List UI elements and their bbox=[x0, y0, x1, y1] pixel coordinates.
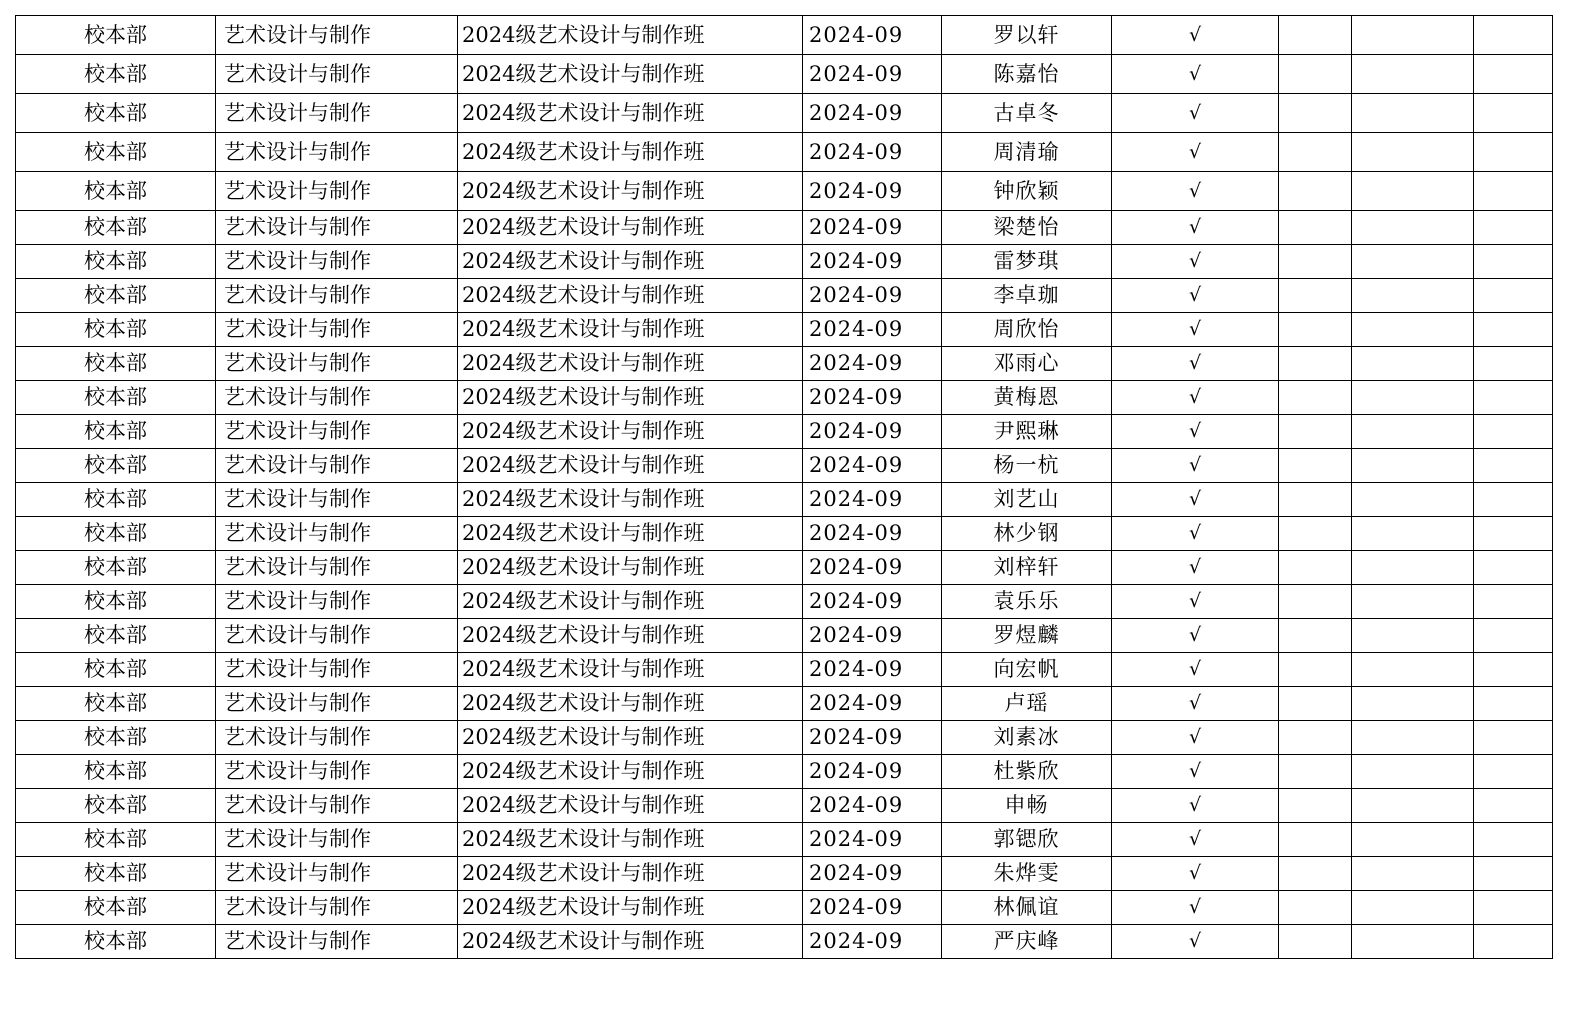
enroll-date-cell: 2024-09 bbox=[803, 133, 942, 172]
major-cell: 艺术设计与制作 bbox=[216, 789, 458, 823]
class-name-cell: 2024级艺术设计与制作班 bbox=[458, 755, 803, 789]
campus-cell: 校本部 bbox=[16, 925, 216, 959]
empty-cell bbox=[1474, 381, 1553, 415]
class-name-cell: 2024级艺术设计与制作班 bbox=[458, 585, 803, 619]
empty-cell bbox=[1352, 619, 1474, 653]
empty-cell bbox=[1352, 94, 1474, 133]
empty-cell bbox=[1279, 94, 1352, 133]
table-row bbox=[16, 551, 1553, 585]
student-name-cell: 尹熙琳 bbox=[942, 415, 1112, 449]
major-cell: 艺术设计与制作 bbox=[216, 925, 458, 959]
enroll-date-cell: 2024-09 bbox=[803, 925, 942, 959]
check-mark-cell: √ bbox=[1112, 687, 1279, 721]
check-mark-cell: √ bbox=[1112, 415, 1279, 449]
table-row bbox=[16, 55, 1553, 94]
check-mark-cell: √ bbox=[1112, 585, 1279, 619]
major-cell: 艺术设计与制作 bbox=[216, 653, 458, 687]
enroll-date-cell: 2024-09 bbox=[803, 857, 942, 891]
empty-cell bbox=[1474, 687, 1553, 721]
major-cell: 艺术设计与制作 bbox=[216, 94, 458, 133]
empty-cell bbox=[1352, 415, 1474, 449]
check-mark-cell: √ bbox=[1112, 823, 1279, 857]
class-name-cell: 2024级艺术设计与制作班 bbox=[458, 449, 803, 483]
table-row bbox=[16, 517, 1553, 551]
empty-cell bbox=[1352, 381, 1474, 415]
check-mark-cell: √ bbox=[1112, 483, 1279, 517]
check-mark-cell: √ bbox=[1112, 313, 1279, 347]
check-mark-cell: √ bbox=[1112, 755, 1279, 789]
table-row bbox=[16, 94, 1553, 133]
class-name-cell: 2024级艺术设计与制作班 bbox=[458, 245, 803, 279]
class-name-cell: 2024级艺术设计与制作班 bbox=[458, 313, 803, 347]
major-cell: 艺术设计与制作 bbox=[216, 823, 458, 857]
student-name-cell: 林佩谊 bbox=[942, 891, 1112, 925]
class-name-cell: 2024级艺术设计与制作班 bbox=[458, 721, 803, 755]
empty-cell bbox=[1474, 517, 1553, 551]
empty-cell bbox=[1474, 823, 1553, 857]
major-cell: 艺术设计与制作 bbox=[216, 172, 458, 211]
empty-cell bbox=[1279, 16, 1352, 55]
enroll-date-cell: 2024-09 bbox=[803, 891, 942, 925]
class-name-cell: 2024级艺术设计与制作班 bbox=[458, 172, 803, 211]
table-row bbox=[16, 687, 1553, 721]
empty-cell bbox=[1279, 313, 1352, 347]
class-name-cell: 2024级艺术设计与制作班 bbox=[458, 517, 803, 551]
check-mark-cell: √ bbox=[1112, 551, 1279, 585]
empty-cell bbox=[1279, 517, 1352, 551]
empty-cell bbox=[1474, 347, 1553, 381]
campus-cell: 校本部 bbox=[16, 687, 216, 721]
empty-cell bbox=[1474, 721, 1553, 755]
enroll-date-cell: 2024-09 bbox=[803, 619, 942, 653]
campus-cell: 校本部 bbox=[16, 16, 216, 55]
table-row bbox=[16, 925, 1553, 959]
student-roster-table bbox=[15, 15, 1553, 959]
enroll-date-cell: 2024-09 bbox=[803, 721, 942, 755]
empty-cell bbox=[1474, 789, 1553, 823]
empty-cell bbox=[1352, 551, 1474, 585]
empty-cell bbox=[1279, 347, 1352, 381]
empty-cell bbox=[1474, 245, 1553, 279]
class-name-cell: 2024级艺术设计与制作班 bbox=[458, 211, 803, 245]
campus-cell: 校本部 bbox=[16, 55, 216, 94]
empty-cell bbox=[1352, 347, 1474, 381]
check-mark-cell: √ bbox=[1112, 381, 1279, 415]
student-name-cell: 朱烨雯 bbox=[942, 857, 1112, 891]
major-cell: 艺术设计与制作 bbox=[216, 279, 458, 313]
check-mark-cell: √ bbox=[1112, 789, 1279, 823]
table-row bbox=[16, 172, 1553, 211]
enroll-date-cell: 2024-09 bbox=[803, 94, 942, 133]
campus-cell: 校本部 bbox=[16, 483, 216, 517]
check-mark-cell: √ bbox=[1112, 172, 1279, 211]
table-row bbox=[16, 789, 1553, 823]
campus-cell: 校本部 bbox=[16, 619, 216, 653]
table-row bbox=[16, 483, 1553, 517]
table-row bbox=[16, 721, 1553, 755]
empty-cell bbox=[1279, 245, 1352, 279]
enroll-date-cell: 2024-09 bbox=[803, 687, 942, 721]
major-cell: 艺术设计与制作 bbox=[216, 211, 458, 245]
empty-cell bbox=[1474, 925, 1553, 959]
empty-cell bbox=[1352, 313, 1474, 347]
class-name-cell: 2024级艺术设计与制作班 bbox=[458, 415, 803, 449]
class-name-cell: 2024级艺术设计与制作班 bbox=[458, 687, 803, 721]
student-name-cell: 郭锶欣 bbox=[942, 823, 1112, 857]
table-row bbox=[16, 211, 1553, 245]
class-name-cell: 2024级艺术设计与制作班 bbox=[458, 279, 803, 313]
empty-cell bbox=[1279, 55, 1352, 94]
enroll-date-cell: 2024-09 bbox=[803, 381, 942, 415]
check-mark-cell: √ bbox=[1112, 449, 1279, 483]
campus-cell: 校本部 bbox=[16, 891, 216, 925]
empty-cell bbox=[1352, 687, 1474, 721]
class-name-cell: 2024级艺术设计与制作班 bbox=[458, 789, 803, 823]
student-name-cell: 卢瑶 bbox=[942, 687, 1112, 721]
major-cell: 艺术设计与制作 bbox=[216, 755, 458, 789]
enroll-date-cell: 2024-09 bbox=[803, 245, 942, 279]
class-name-cell: 2024级艺术设计与制作班 bbox=[458, 619, 803, 653]
table-row bbox=[16, 133, 1553, 172]
major-cell: 艺术设计与制作 bbox=[216, 857, 458, 891]
student-name-cell: 刘梓轩 bbox=[942, 551, 1112, 585]
campus-cell: 校本部 bbox=[16, 245, 216, 279]
empty-cell bbox=[1279, 483, 1352, 517]
empty-cell bbox=[1474, 16, 1553, 55]
student-name-cell: 雷梦琪 bbox=[942, 245, 1112, 279]
empty-cell bbox=[1352, 55, 1474, 94]
check-mark-cell: √ bbox=[1112, 347, 1279, 381]
empty-cell bbox=[1279, 619, 1352, 653]
enroll-date-cell: 2024-09 bbox=[803, 415, 942, 449]
student-name-cell: 严庆峰 bbox=[942, 925, 1112, 959]
campus-cell: 校本部 bbox=[16, 381, 216, 415]
empty-cell bbox=[1279, 789, 1352, 823]
roster-body bbox=[16, 16, 1553, 959]
enroll-date-cell: 2024-09 bbox=[803, 585, 942, 619]
major-cell: 艺术设计与制作 bbox=[216, 483, 458, 517]
enroll-date-cell: 2024-09 bbox=[803, 483, 942, 517]
student-name-cell: 罗煜麟 bbox=[942, 619, 1112, 653]
table-row bbox=[16, 619, 1553, 653]
campus-cell: 校本部 bbox=[16, 279, 216, 313]
student-name-cell: 周清瑜 bbox=[942, 133, 1112, 172]
enroll-date-cell: 2024-09 bbox=[803, 55, 942, 94]
campus-cell: 校本部 bbox=[16, 133, 216, 172]
empty-cell bbox=[1279, 585, 1352, 619]
student-name-cell: 袁乐乐 bbox=[942, 585, 1112, 619]
campus-cell: 校本部 bbox=[16, 172, 216, 211]
major-cell: 艺术设计与制作 bbox=[216, 347, 458, 381]
major-cell: 艺术设计与制作 bbox=[216, 585, 458, 619]
class-name-cell: 2024级艺术设计与制作班 bbox=[458, 551, 803, 585]
check-mark-cell: √ bbox=[1112, 279, 1279, 313]
table-row bbox=[16, 857, 1553, 891]
campus-cell: 校本部 bbox=[16, 585, 216, 619]
empty-cell bbox=[1474, 211, 1553, 245]
table-row bbox=[16, 381, 1553, 415]
major-cell: 艺术设计与制作 bbox=[216, 551, 458, 585]
class-name-cell: 2024级艺术设计与制作班 bbox=[458, 925, 803, 959]
student-name-cell: 陈嘉怡 bbox=[942, 55, 1112, 94]
campus-cell: 校本部 bbox=[16, 415, 216, 449]
empty-cell bbox=[1279, 551, 1352, 585]
empty-cell bbox=[1352, 925, 1474, 959]
empty-cell bbox=[1279, 755, 1352, 789]
empty-cell bbox=[1474, 619, 1553, 653]
student-name-cell: 杜紫欣 bbox=[942, 755, 1112, 789]
empty-cell bbox=[1352, 449, 1474, 483]
student-name-cell: 黄梅恩 bbox=[942, 381, 1112, 415]
check-mark-cell: √ bbox=[1112, 857, 1279, 891]
check-mark-cell: √ bbox=[1112, 94, 1279, 133]
campus-cell: 校本部 bbox=[16, 789, 216, 823]
campus-cell: 校本部 bbox=[16, 347, 216, 381]
campus-cell: 校本部 bbox=[16, 721, 216, 755]
student-name-cell: 刘艺山 bbox=[942, 483, 1112, 517]
enroll-date-cell: 2024-09 bbox=[803, 16, 942, 55]
empty-cell bbox=[1352, 653, 1474, 687]
table-row bbox=[16, 245, 1553, 279]
student-name-cell: 林少钢 bbox=[942, 517, 1112, 551]
check-mark-cell: √ bbox=[1112, 721, 1279, 755]
table-row bbox=[16, 755, 1553, 789]
empty-cell bbox=[1352, 789, 1474, 823]
class-name-cell: 2024级艺术设计与制作班 bbox=[458, 653, 803, 687]
check-mark-cell: √ bbox=[1112, 245, 1279, 279]
empty-cell bbox=[1279, 721, 1352, 755]
campus-cell: 校本部 bbox=[16, 449, 216, 483]
student-name-cell: 罗以轩 bbox=[942, 16, 1112, 55]
major-cell: 艺术设计与制作 bbox=[216, 517, 458, 551]
empty-cell bbox=[1279, 172, 1352, 211]
check-mark-cell: √ bbox=[1112, 619, 1279, 653]
class-name-cell: 2024级艺术设计与制作班 bbox=[458, 347, 803, 381]
empty-cell bbox=[1279, 687, 1352, 721]
table-row bbox=[16, 891, 1553, 925]
empty-cell bbox=[1279, 449, 1352, 483]
empty-cell bbox=[1474, 279, 1553, 313]
empty-cell bbox=[1474, 755, 1553, 789]
student-name-cell: 杨一杭 bbox=[942, 449, 1112, 483]
student-name-cell: 刘素冰 bbox=[942, 721, 1112, 755]
campus-cell: 校本部 bbox=[16, 755, 216, 789]
enroll-date-cell: 2024-09 bbox=[803, 172, 942, 211]
check-mark-cell: √ bbox=[1112, 653, 1279, 687]
enroll-date-cell: 2024-09 bbox=[803, 211, 942, 245]
enroll-date-cell: 2024-09 bbox=[803, 313, 942, 347]
empty-cell bbox=[1474, 653, 1553, 687]
campus-cell: 校本部 bbox=[16, 857, 216, 891]
empty-cell bbox=[1352, 133, 1474, 172]
campus-cell: 校本部 bbox=[16, 517, 216, 551]
enroll-date-cell: 2024-09 bbox=[803, 551, 942, 585]
student-name-cell: 申畅 bbox=[942, 789, 1112, 823]
enroll-date-cell: 2024-09 bbox=[803, 789, 942, 823]
empty-cell bbox=[1279, 925, 1352, 959]
empty-cell bbox=[1474, 55, 1553, 94]
table-row bbox=[16, 415, 1553, 449]
table-row bbox=[16, 585, 1553, 619]
major-cell: 艺术设计与制作 bbox=[216, 415, 458, 449]
empty-cell bbox=[1352, 755, 1474, 789]
student-name-cell: 李卓珈 bbox=[942, 279, 1112, 313]
check-mark-cell: √ bbox=[1112, 517, 1279, 551]
student-name-cell: 钟欣颖 bbox=[942, 172, 1112, 211]
empty-cell bbox=[1352, 585, 1474, 619]
major-cell: 艺术设计与制作 bbox=[216, 619, 458, 653]
major-cell: 艺术设计与制作 bbox=[216, 55, 458, 94]
table-row bbox=[16, 347, 1553, 381]
major-cell: 艺术设计与制作 bbox=[216, 891, 458, 925]
empty-cell bbox=[1352, 172, 1474, 211]
campus-cell: 校本部 bbox=[16, 94, 216, 133]
empty-cell bbox=[1352, 517, 1474, 551]
enroll-date-cell: 2024-09 bbox=[803, 755, 942, 789]
enroll-date-cell: 2024-09 bbox=[803, 653, 942, 687]
enroll-date-cell: 2024-09 bbox=[803, 517, 942, 551]
empty-cell bbox=[1474, 857, 1553, 891]
check-mark-cell: √ bbox=[1112, 133, 1279, 172]
empty-cell bbox=[1352, 211, 1474, 245]
campus-cell: 校本部 bbox=[16, 211, 216, 245]
major-cell: 艺术设计与制作 bbox=[216, 449, 458, 483]
enroll-date-cell: 2024-09 bbox=[803, 347, 942, 381]
major-cell: 艺术设计与制作 bbox=[216, 687, 458, 721]
check-mark-cell: √ bbox=[1112, 891, 1279, 925]
major-cell: 艺术设计与制作 bbox=[216, 313, 458, 347]
empty-cell bbox=[1474, 415, 1553, 449]
empty-cell bbox=[1474, 133, 1553, 172]
class-name-cell: 2024级艺术设计与制作班 bbox=[458, 55, 803, 94]
empty-cell bbox=[1352, 16, 1474, 55]
major-cell: 艺术设计与制作 bbox=[216, 721, 458, 755]
class-name-cell: 2024级艺术设计与制作班 bbox=[458, 483, 803, 517]
empty-cell bbox=[1279, 279, 1352, 313]
class-name-cell: 2024级艺术设计与制作班 bbox=[458, 16, 803, 55]
class-name-cell: 2024级艺术设计与制作班 bbox=[458, 823, 803, 857]
empty-cell bbox=[1352, 279, 1474, 313]
student-name-cell: 邓雨心 bbox=[942, 347, 1112, 381]
empty-cell bbox=[1279, 211, 1352, 245]
class-name-cell: 2024级艺术设计与制作班 bbox=[458, 381, 803, 415]
empty-cell bbox=[1474, 94, 1553, 133]
campus-cell: 校本部 bbox=[16, 551, 216, 585]
table-row bbox=[16, 313, 1553, 347]
empty-cell bbox=[1474, 313, 1553, 347]
student-name-cell: 梁楚怡 bbox=[942, 211, 1112, 245]
empty-cell bbox=[1352, 245, 1474, 279]
student-name-cell: 古卓冬 bbox=[942, 94, 1112, 133]
student-name-cell: 周欣怡 bbox=[942, 313, 1112, 347]
major-cell: 艺术设计与制作 bbox=[216, 133, 458, 172]
check-mark-cell: √ bbox=[1112, 925, 1279, 959]
enroll-date-cell: 2024-09 bbox=[803, 279, 942, 313]
enroll-date-cell: 2024-09 bbox=[803, 449, 942, 483]
class-name-cell: 2024级艺术设计与制作班 bbox=[458, 891, 803, 925]
enroll-date-cell: 2024-09 bbox=[803, 823, 942, 857]
empty-cell bbox=[1352, 857, 1474, 891]
empty-cell bbox=[1474, 551, 1553, 585]
table-row bbox=[16, 449, 1553, 483]
class-name-cell: 2024级艺术设计与制作班 bbox=[458, 857, 803, 891]
empty-cell bbox=[1474, 172, 1553, 211]
empty-cell bbox=[1352, 891, 1474, 925]
empty-cell bbox=[1279, 891, 1352, 925]
empty-cell bbox=[1352, 483, 1474, 517]
table-row bbox=[16, 823, 1553, 857]
check-mark-cell: √ bbox=[1112, 55, 1279, 94]
empty-cell bbox=[1279, 381, 1352, 415]
empty-cell bbox=[1279, 823, 1352, 857]
major-cell: 艺术设计与制作 bbox=[216, 245, 458, 279]
empty-cell bbox=[1352, 823, 1474, 857]
check-mark-cell: √ bbox=[1112, 16, 1279, 55]
class-name-cell: 2024级艺术设计与制作班 bbox=[458, 133, 803, 172]
empty-cell bbox=[1279, 133, 1352, 172]
check-mark-cell: √ bbox=[1112, 211, 1279, 245]
empty-cell bbox=[1474, 483, 1553, 517]
major-cell: 艺术设计与制作 bbox=[216, 381, 458, 415]
class-name-cell: 2024级艺术设计与制作班 bbox=[458, 94, 803, 133]
student-name-cell: 向宏帆 bbox=[942, 653, 1112, 687]
table-row bbox=[16, 653, 1553, 687]
empty-cell bbox=[1352, 721, 1474, 755]
empty-cell bbox=[1474, 449, 1553, 483]
empty-cell bbox=[1279, 653, 1352, 687]
empty-cell bbox=[1279, 415, 1352, 449]
empty-cell bbox=[1279, 857, 1352, 891]
major-cell: 艺术设计与制作 bbox=[216, 16, 458, 55]
empty-cell bbox=[1474, 585, 1553, 619]
campus-cell: 校本部 bbox=[16, 653, 216, 687]
table-row bbox=[16, 16, 1553, 55]
campus-cell: 校本部 bbox=[16, 823, 216, 857]
table-row bbox=[16, 279, 1553, 313]
empty-cell bbox=[1474, 891, 1553, 925]
campus-cell: 校本部 bbox=[16, 313, 216, 347]
